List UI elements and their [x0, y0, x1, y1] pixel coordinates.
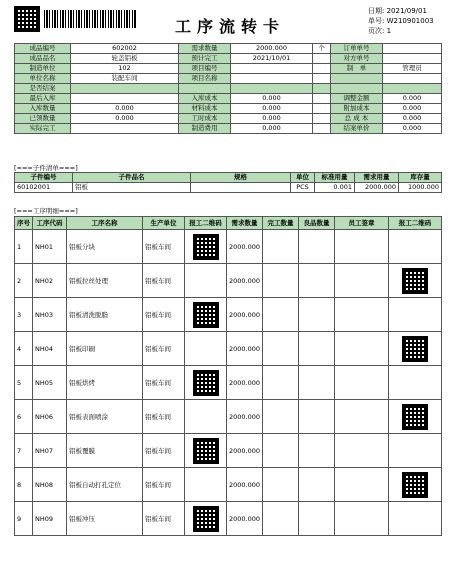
info-label [331, 84, 383, 94]
page-value: 1 [386, 27, 392, 35]
info-value: 0.000 [383, 104, 442, 114]
ops-name: 铝板表面喷涂 [67, 400, 143, 434]
ops-qty: 2000.000 [227, 434, 263, 468]
children-section-label: [===子件清单===] [14, 164, 78, 172]
children-cell: 1000.000 [399, 183, 442, 193]
ops-qr-cell [389, 230, 442, 264]
ops-sign [335, 264, 389, 298]
ops-seq: 1 [15, 230, 33, 264]
qr-code-icon [193, 506, 219, 532]
info-row [15, 74, 442, 84]
ops-name: 铝板自动打孔定位 [67, 468, 143, 502]
info-value [71, 84, 179, 94]
ops-section-label: [===工序明细===] [14, 207, 78, 215]
ops-qty: 2000.000 [227, 332, 263, 366]
info-value [313, 104, 331, 114]
info-row [15, 94, 442, 104]
info-value: 602002 [71, 44, 179, 54]
ops-qty: 2000.000 [227, 230, 263, 264]
ops-name: 铝板冲压 [67, 502, 143, 536]
ops-sign [335, 502, 389, 536]
ops-done [263, 366, 299, 400]
ops-good [299, 264, 335, 298]
ops-seq: 8 [15, 468, 33, 502]
qr-code-icon [14, 6, 40, 32]
ops-code: NH04 [33, 332, 67, 366]
ops-qty: 2000.000 [227, 400, 263, 434]
ops-qr-cell [185, 264, 227, 298]
info-label: 总 成 本 [331, 114, 383, 124]
ops-unit: 铝板车间 [143, 502, 185, 536]
info-value [383, 54, 442, 64]
qr-code-icon [193, 438, 219, 464]
ops-header: 工序代码 [33, 217, 67, 230]
info-value [231, 64, 313, 74]
ops-header: 需求数量 [227, 217, 263, 230]
info-value: 102 [71, 64, 179, 74]
ops-header: 员工签章 [335, 217, 389, 230]
ops-header: 工序名称 [67, 217, 143, 230]
info-value [313, 64, 331, 74]
info-value [313, 94, 331, 104]
order-info-table [14, 43, 442, 134]
ops-seq: 4 [15, 332, 33, 366]
info-value [231, 74, 313, 84]
info-value [313, 54, 331, 64]
info-label: 需求数量 [179, 44, 231, 54]
info-row [15, 104, 442, 114]
ops-done [263, 230, 299, 264]
page-label: 页次: [368, 27, 385, 35]
info-label: 制造单位 [15, 64, 71, 74]
children-header: 需求用量 [355, 173, 399, 183]
date-value: 2021/09/01 [386, 7, 427, 15]
page-title: 工序流转卡 [175, 17, 286, 36]
ops-seq: 6 [15, 400, 33, 434]
ops-unit: 铝板车间 [143, 366, 185, 400]
ops-done [263, 502, 299, 536]
info-value: 0.000 [383, 94, 442, 104]
ops-qr-cell [185, 332, 227, 366]
qr-code-icon [193, 302, 219, 328]
ops-row [15, 468, 442, 502]
ops-code: NH07 [33, 434, 67, 468]
children-cell [191, 183, 291, 193]
ops-name: 铝板烘烤 [67, 366, 143, 400]
ops-qty: 2000.000 [227, 366, 263, 400]
info-label: 调整金额 [331, 94, 383, 104]
number-label: 单号: [368, 17, 385, 25]
info-row [15, 54, 442, 64]
ops-unit: 铝板车间 [143, 468, 185, 502]
ops-unit: 铝板车间 [143, 332, 185, 366]
info-value [313, 114, 331, 124]
ops-good [299, 502, 335, 536]
info-label [179, 84, 231, 94]
qr-code-icon [402, 472, 428, 498]
ops-done [263, 298, 299, 332]
ops-good [299, 366, 335, 400]
ops-unit: 铝板车间 [143, 434, 185, 468]
ops-code: NH03 [33, 298, 67, 332]
info-value [313, 74, 331, 84]
info-label: 项目名称 [179, 74, 231, 84]
doc-meta [368, 6, 434, 36]
ops-header: 报工二维码 [389, 217, 442, 230]
ops-row [15, 434, 442, 468]
info-label: 成品编号 [15, 44, 71, 54]
ops-row [15, 400, 442, 434]
info-label: 对方单号 [331, 54, 383, 64]
ops-unit: 铝板车间 [143, 400, 185, 434]
info-row [15, 64, 442, 74]
ops-done [263, 400, 299, 434]
children-table [14, 172, 442, 193]
info-value [313, 84, 331, 94]
info-label: 成品品名 [15, 54, 71, 64]
ops-unit: 铝板车间 [143, 298, 185, 332]
ops-done [263, 468, 299, 502]
children-cell: 铝板 [73, 183, 191, 193]
ops-seq: 5 [15, 366, 33, 400]
info-label: 是否结案 [15, 84, 71, 94]
ops-seq: 9 [15, 502, 33, 536]
info-row [15, 114, 442, 124]
children-cell: PCS [291, 183, 315, 193]
ops-qr-cell [389, 264, 442, 298]
ops-code: NH06 [33, 400, 67, 434]
ops-header: 序号 [15, 217, 33, 230]
ops-qr-cell [389, 298, 442, 332]
ops-seq: 3 [15, 298, 33, 332]
info-value [71, 94, 179, 104]
info-label: 实际完工 [15, 124, 71, 134]
info-value: 管理员 [383, 64, 442, 74]
info-label: 入库数量 [15, 104, 71, 114]
ops-qr-cell [389, 366, 442, 400]
info-row [15, 124, 442, 134]
ops-seq: 2 [15, 264, 33, 298]
info-label: 最后入库 [15, 94, 71, 104]
ops-qty: 2000.000 [227, 502, 263, 536]
ops-good [299, 332, 335, 366]
ops-header: 报工二维码 [185, 217, 227, 230]
children-header: 标准用量 [315, 173, 355, 183]
ops-sign [335, 468, 389, 502]
info-value: 0.000 [383, 114, 442, 124]
children-cell: 2000.000 [355, 183, 399, 193]
ops-code: NH01 [33, 230, 67, 264]
ops-qr-cell [185, 468, 227, 502]
ops-qr-cell [389, 434, 442, 468]
info-row [15, 84, 442, 94]
ops-done [263, 264, 299, 298]
ops-seq: 7 [15, 434, 33, 468]
ops-code: NH09 [33, 502, 67, 536]
qr-code-icon [193, 370, 219, 396]
info-value: 0.000 [231, 124, 313, 134]
info-value: 0.000 [231, 114, 313, 124]
info-value: 2000.000 [231, 44, 313, 54]
info-label: 结案单价 [331, 124, 383, 134]
barcode-icon [44, 10, 136, 28]
ops-row [15, 366, 442, 400]
ops-done [263, 332, 299, 366]
ops-row [15, 230, 442, 264]
children-header: 单位 [291, 173, 315, 183]
children-cell: 0.001 [315, 183, 355, 193]
ops-done [263, 434, 299, 468]
date-label: 日期: [368, 7, 385, 15]
ops-qr-cell [389, 332, 442, 366]
ops-sign [335, 298, 389, 332]
ops-row [15, 264, 442, 298]
info-value: 0.000 [71, 104, 179, 114]
info-label [331, 74, 383, 84]
qr-code-icon [193, 234, 219, 260]
info-value: 0.000 [383, 124, 442, 134]
ops-code: NH08 [33, 468, 67, 502]
ops-header: 生产单位 [143, 217, 185, 230]
ops-good [299, 434, 335, 468]
info-value: 0.000 [231, 104, 313, 114]
children-header: 规格 [191, 173, 291, 183]
info-label: 项目编号 [179, 64, 231, 74]
ops-name: 铝板覆膜 [67, 434, 143, 468]
ops-good [299, 230, 335, 264]
ops-row [15, 298, 442, 332]
number-value: W210901003 [386, 17, 434, 25]
ops-qr-cell [389, 502, 442, 536]
info-label: 单位名称 [15, 74, 71, 84]
ops-qr-cell [389, 468, 442, 502]
ops-qr-cell [185, 434, 227, 468]
info-value: 装配车间 [71, 74, 179, 84]
info-value [383, 44, 442, 54]
ops-qr-cell [185, 502, 227, 536]
ops-code: NH02 [33, 264, 67, 298]
ops-header: 完工数量 [263, 217, 299, 230]
children-row [15, 183, 442, 193]
ops-name: 铝板印刷 [67, 332, 143, 366]
ops-name: 铝板分块 [67, 230, 143, 264]
info-value: 0.000 [231, 94, 313, 104]
ops-qty: 2000.000 [227, 468, 263, 502]
info-label: 材料成本 [179, 104, 231, 114]
info-label: 附加成本 [331, 104, 383, 114]
ops-sign [335, 230, 389, 264]
ops-row [15, 502, 442, 536]
children-header: 库存量 [399, 173, 442, 183]
info-label: 订单单号 [331, 44, 383, 54]
info-value [71, 124, 179, 134]
ops-code: NH05 [33, 366, 67, 400]
ops-row [15, 332, 442, 366]
info-label: 制 单 [331, 64, 383, 74]
info-value [231, 84, 313, 94]
info-value: 个 [313, 44, 331, 54]
qr-code-icon [402, 404, 428, 430]
qr-code-icon [402, 268, 428, 294]
info-label: 预计完工 [179, 54, 231, 64]
info-value [313, 124, 331, 134]
ops-qr-cell [185, 366, 227, 400]
info-value: 轮盖铝板 [71, 54, 179, 64]
operations-table [14, 216, 442, 536]
info-value [383, 84, 442, 94]
info-label: 入库成本 [179, 94, 231, 104]
info-label: 制造费用 [179, 124, 231, 134]
ops-qty: 2000.000 [227, 298, 263, 332]
ops-qr-cell [185, 400, 227, 434]
ops-header: 良品数量 [299, 217, 335, 230]
info-value: 2021/10/01 [231, 54, 313, 64]
ops-good [299, 298, 335, 332]
children-header: 子件编号 [15, 173, 73, 183]
ops-sign [335, 434, 389, 468]
info-row [15, 44, 442, 54]
info-label: 已领数量 [15, 114, 71, 124]
info-value [383, 74, 442, 84]
children-header: 子件品名 [73, 173, 191, 183]
info-value: 0.000 [71, 114, 179, 124]
ops-qr-cell [185, 298, 227, 332]
ops-sign [335, 400, 389, 434]
qr-code-icon [402, 336, 428, 362]
ops-unit: 铝板车间 [143, 230, 185, 264]
ops-unit: 铝板车间 [143, 264, 185, 298]
ops-good [299, 400, 335, 434]
ops-sign [335, 332, 389, 366]
ops-qr-cell [185, 230, 227, 264]
ops-good [299, 468, 335, 502]
info-label: 工时成本 [179, 114, 231, 124]
ops-name: 铝板拉丝处理 [67, 264, 143, 298]
ops-qr-cell [389, 400, 442, 434]
ops-qty: 2000.000 [227, 264, 263, 298]
ops-name: 铝板清洗脱脂 [67, 298, 143, 332]
children-cell: 60102001 [15, 183, 73, 193]
ops-sign [335, 366, 389, 400]
